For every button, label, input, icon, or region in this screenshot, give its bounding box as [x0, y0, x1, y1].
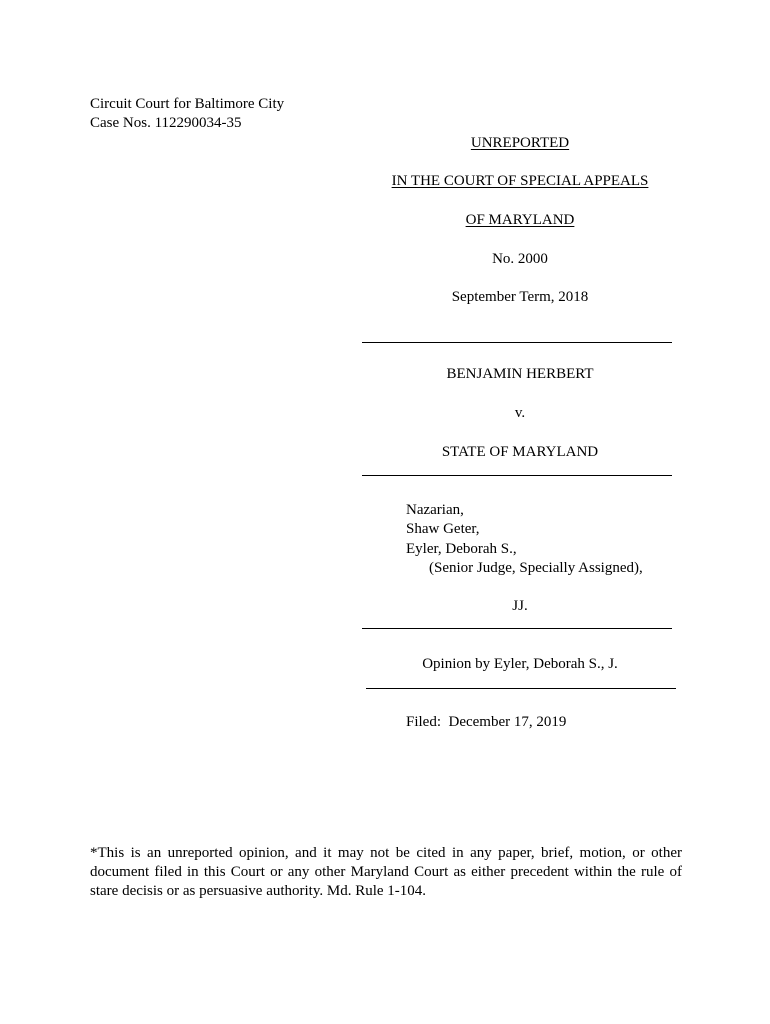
opinion-author: Opinion by Eyler, Deborah S., J. [422, 656, 618, 672]
divider-line [362, 628, 672, 629]
trial-court-name: Circuit Court for Baltimore City [90, 96, 285, 112]
filed-date: Filed: December 17, 2019 [406, 714, 567, 730]
appellee-name: STATE OF MARYLAND [441, 444, 599, 460]
divider-line [366, 688, 676, 689]
case-numbers: Case Nos. 112290034-35 [90, 115, 242, 131]
judge-name: Nazarian, [406, 502, 464, 518]
court-name-line-1: IN THE COURT OF SPECIAL APPEALS [391, 173, 649, 189]
versus: v. [514, 405, 526, 421]
unreported-opinion-footnote: *This is an unreported opinion, and it may not be cited in any paper, brief, motion, or other document filed in this Court or any other Maryland Court as either precedent within the rule of stare decisis or as persuasive authority. Md. Rule 1-104. [90, 845, 682, 899]
judge-note: (Senior Judge, Specially Assigned), [429, 560, 643, 576]
unreported-heading: UNREPORTED [470, 135, 570, 151]
judge-name: Eyler, Deborah S., [406, 541, 517, 557]
judges-suffix: JJ. [512, 598, 528, 614]
appellant-name: BENJAMIN HERBERT [446, 366, 594, 382]
divider-line [362, 342, 672, 343]
divider-line [362, 475, 672, 476]
court-name-line-2: OF MARYLAND [465, 212, 575, 228]
docket-number: No. 2000 [492, 251, 548, 267]
judge-name: Shaw Geter, [406, 521, 480, 537]
term: September Term, 2018 [451, 289, 589, 305]
